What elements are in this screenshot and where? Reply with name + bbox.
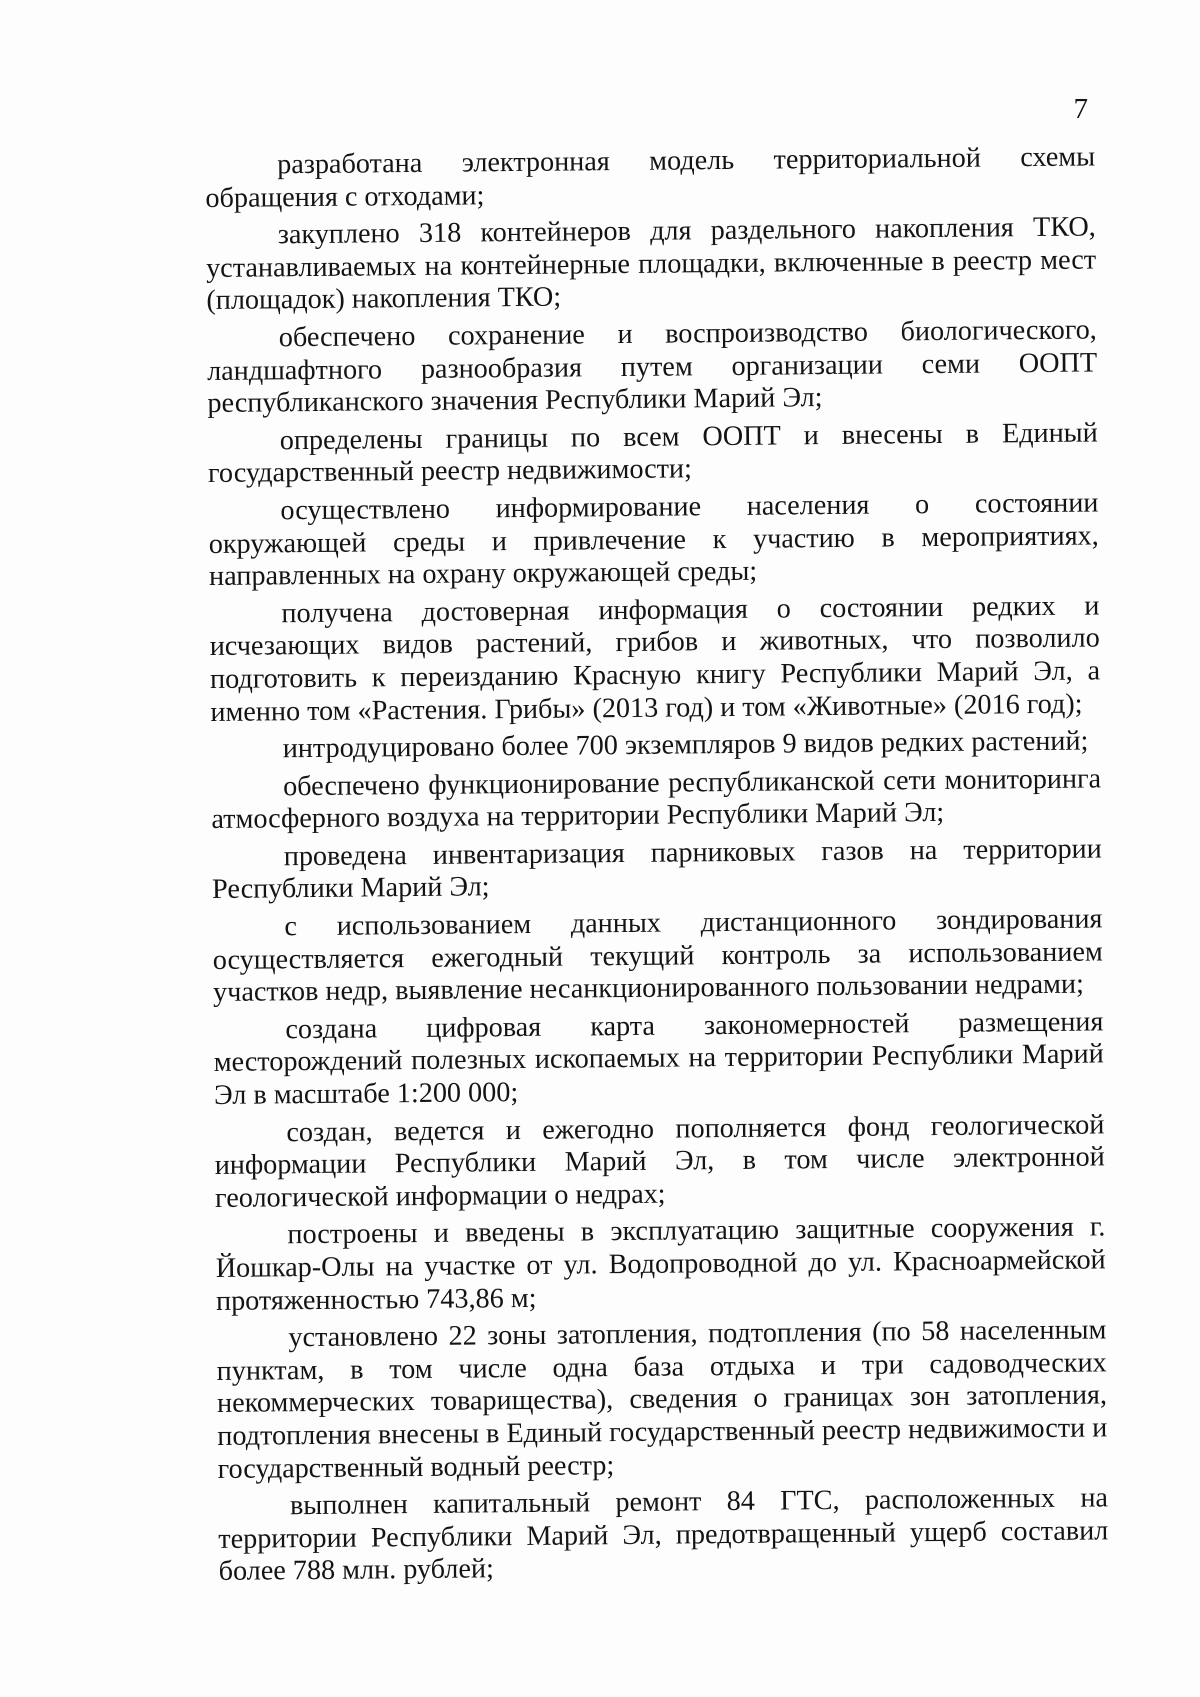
document-body <box>205 141 1109 1593</box>
paragraph: построены и введены в эксплуатацию защитные сооружения г. Йошкар-Олы на участке от ул. Водопроводной до ул. Красноармейской протяженностью 743,86 м; <box>215 1211 1106 1317</box>
paragraph: получена достоверная информация о состоянии редких и исчезающих видов растений, грибов и животных, что позволило подготовить к переизданию Красную книгу Республики Марий Эл, а именно том «Растения. Грибы» (2013 год) и том «Животные» (2016 год); <box>209 590 1101 728</box>
paragraph: создана цифровая карта закономерностей размещения месторождений полезных ископаемых на территории Республики Марий Эл в масштабе 1:200 000; <box>213 1006 1104 1111</box>
paragraph: проведена инвентаризация парниковых газов на территории Республики Марий Эл; <box>211 833 1102 906</box>
page-number: 7 <box>1073 93 1088 125</box>
paragraph: интродуцировано более 700 экземпляров 9 видов редких растений; <box>282 725 1089 765</box>
paragraph: закуплено 318 контейнеров для раздельного накопления ТКО, устанавливаемых на контейнерные площадки, включенные в реестр мест (площадок) накопления ТКО; <box>205 211 1097 317</box>
paragraph: обеспечено сохранение и воспроизводство биологического, ландшафтного разнообразия путем организации семи ООПТ республиканского значения Республики Марий Эл; <box>206 314 1098 420</box>
paragraph: разработана электронная модель территориальной схемы обращения с отходами; <box>205 141 1096 214</box>
paragraph: с использованием данных дистанционного зондирования осуществляется ежегодный текущий контроль за использованием участков недр, выявление несанкционированного пользовании недрами; <box>212 903 1103 1009</box>
paragraph: создан, ведется и ежегодно пополняется фонд геологической информации Республики Марий Эл, в том числе электронной геологической информации о недрах; <box>214 1109 1105 1214</box>
paragraph: определены границы по всем ООПТ и внесены в Единый государственный реестр недвижимости; <box>207 417 1098 490</box>
paragraph: обеспечено функционирование республиканской сети мониторинга атмосферного воздуха на территории Республики Марий Эл; <box>211 763 1102 836</box>
paragraph: установлено 22 зоны затопления, подтопления (по 58 населенным пунктам, в том числе одна база отдыха и три садоводческих некоммерческих товарищества), сведения о границах зон затопления, подтопления внесены в Единый государственный реестр недвижимости и государственный водный реестр; <box>216 1314 1108 1485</box>
paragraph: осуществлено информирование населения о состоянии окружающей среды и привлечение к участию в мероприятиях, направленных на охрану окружающей среды; <box>208 487 1099 593</box>
paragraph: выполнен капитальный ремонт 84 ГТС, расположенных на территории Республики Марий Эл, предотвращенный ущерб составил более 788 млн. рублей; <box>218 1482 1109 1588</box>
